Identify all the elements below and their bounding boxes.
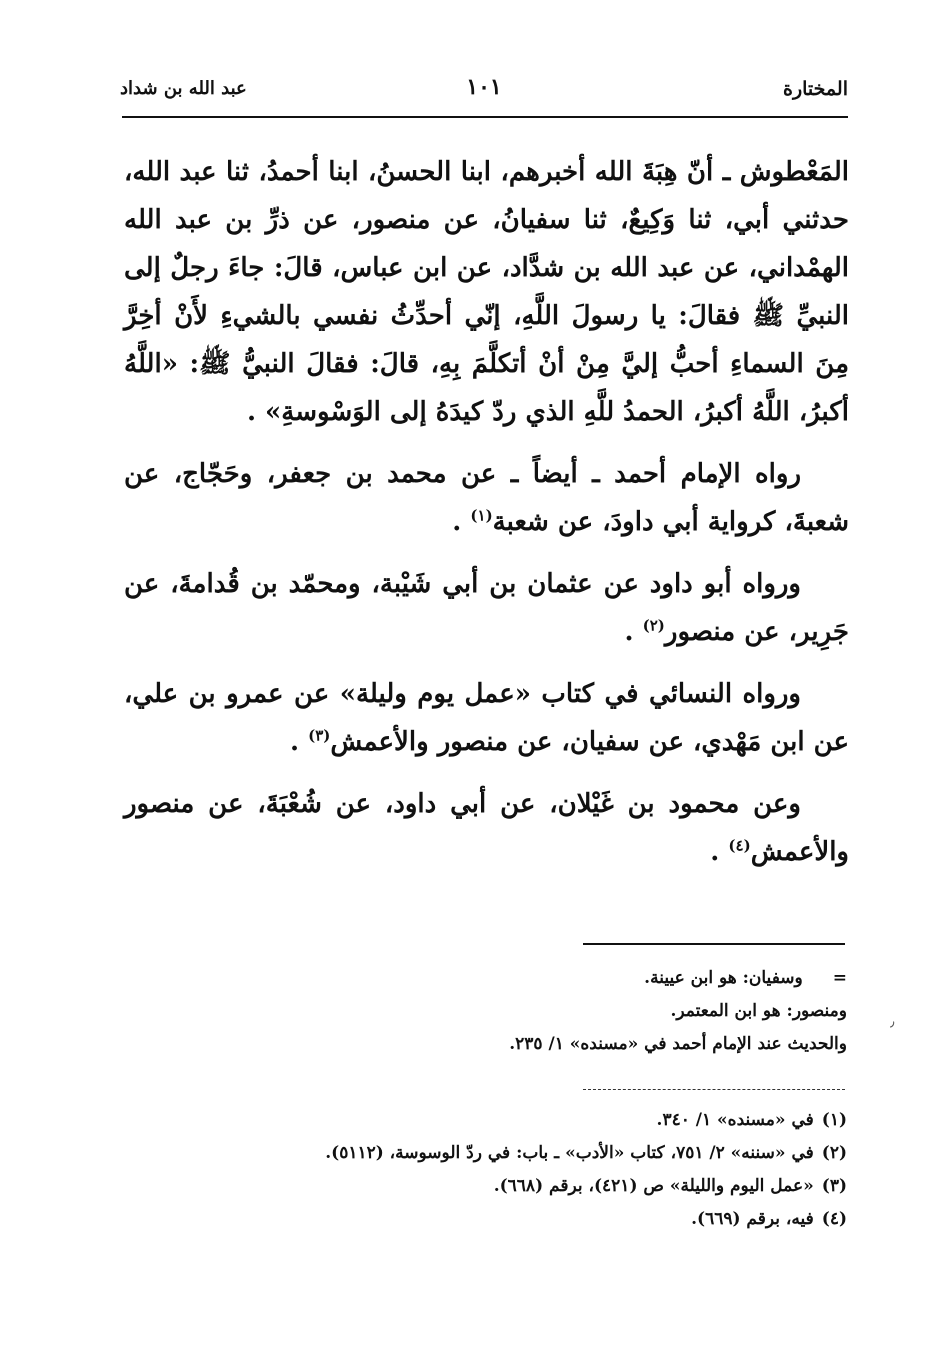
footnote-2 [247,1137,847,1170]
continued-footnote-line: والحديث عند الإمام أحمد في «مسنده» ١/ ٢٣٥. [509,1034,847,1054]
footnote-ref-4[interactable]: (٤) [728,836,751,855]
footnote-3 [247,1170,847,1203]
paragraph-text: ورواه أبو داود عن عثمان بن أبي شَيْبة، ومحمّد بن قُدامةَ، عن جَرِير، عن منصور [124,569,849,647]
header-rule [122,116,848,118]
footnote-ref-2[interactable]: (٢) [642,616,665,635]
scan-speck: ٫ [890,1014,895,1030]
footnotes [247,1104,847,1236]
paragraph-text: ورواه النسائي في كتاب «عمل يوم وليلة» عن عمرو بن علي، عن ابن مَهْدي، عن سفيان، عن منصور والأعمش [124,679,849,757]
footnote-dashed-rule [583,1089,845,1090]
page-number: ١٠١ [466,74,502,100]
footnote-text: «عمل اليوم والليلة» ص (٤٢١)، برقم (٦٦٨). [493,1176,814,1196]
continuation-mark: = [832,968,847,988]
footnote-number: (١) [821,1110,847,1130]
footnote-text: فيه، برقم (٦٦٩). [691,1209,814,1229]
paragraph-end: . [452,507,471,537]
footnote-text: في «مسنده» ١/ ٣٤٠. [656,1110,814,1130]
continued-footnote [287,962,847,1061]
footnote-number: (٤) [821,1209,847,1229]
paragraph-end: . [624,617,643,647]
continued-footnote-line: ومنصور: هو ابن المعتمر. [670,1001,847,1021]
paragraph-ahmad [124,450,849,546]
footnote-number: (٣) [821,1176,847,1196]
paragraph-mahmud [124,780,849,876]
footnote-1 [247,1104,847,1137]
paragraph-abudawud [124,560,849,656]
footnote-ref-3[interactable]: (٣) [308,726,331,745]
paragraph-text: المَعْطوش ـ أنّ هِبَةَ الله أخبرهم، ابنا الحسنُ، ابنا أحمدُ، ثنا عبد الله، حدثني أبي، ثنا وَكِيعٌ، ثنا سفيانُ، عن منصور، عن ذرِّ بن عبد الله الهمْداني، عن عبد الله بن شدَّاد، عن ابن عباس، قالَ: جاءَ رجلٌ إلى النبيِّ ﷺ فقالَ: يا رسولَ اللَّهِ، إنّي أحدِّثُ نفسي بالشيءِ لأَنْ أخِرَّ مِنَ السماءِ أحبُّ إليَّ مِنْ أنْ أتكلَّمَ بِهِ، قالَ: فقالَ النبيُّ ﷺ: «اللَّهُ أكبرُ، اللَّهُ أكبرُ، الحمدُ للَّهِ الذي ردّ كيدَهُ إلى الوَسْوسةِ» . [124,157,849,427]
paragraph-isnad [124,148,849,436]
footnote-text: في «سننه» ٢/ ٧٥١، كتاب «الأدب» ـ باب: في ردّ الوسوسة، (٥١١٢). [325,1143,814,1163]
footnote-separator [583,943,845,945]
paragraph-text: وعن محمود بن غَيْلان، عن أبي داود، عن شُعْبَةَ، عن منصور والأعمش [124,789,849,867]
running-header [120,72,848,112]
paragraph-nasai [124,670,849,766]
paragraph-text: رواه الإمام أحمد ـ أيضاً ـ عن محمد بن جعفر، وحَجّاج، عن شعبةَ، كرواية أبي داودَ، عن شعبة [124,459,849,537]
continued-footnote-line [287,962,847,995]
note-text: وسفيان: هو ابن عيينة. [644,968,803,988]
book-title: المختارة [783,78,848,100]
main-text [124,148,849,890]
footnote-4 [247,1203,847,1236]
footnote-number: (٢) [821,1143,847,1163]
paragraph-end: . [289,727,309,757]
section-author: عبد الله بن شداد [120,78,247,99]
footnote-ref-1[interactable]: (١) [470,506,493,525]
paragraph-end: . [710,837,729,867]
